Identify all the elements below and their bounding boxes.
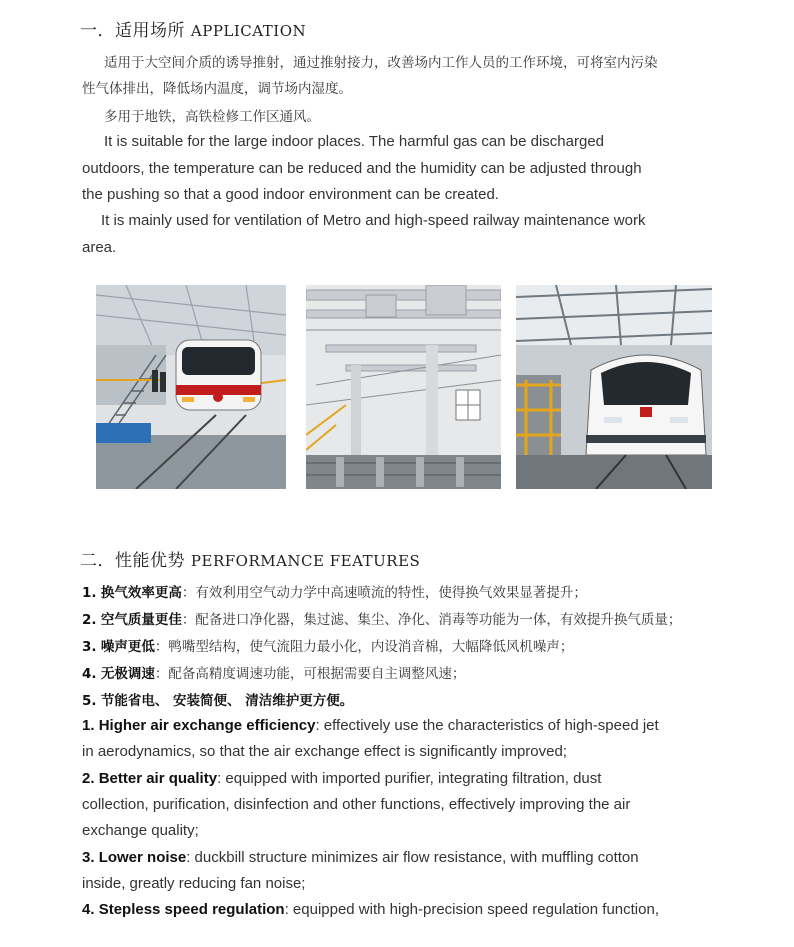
en-feature-1-num: 1. [82, 717, 95, 734]
en-feature-1 [82, 717, 659, 734]
en-feature-2-cont-1: collection, purification, disinfection and other functions, effectively improving the air [82, 796, 631, 813]
en-feature-4-text: : equipped with high-precision speed regulation function, [284, 901, 659, 918]
application-cn-line-3: 多用于地铁，高铁检修工作区通风。 [104, 109, 320, 125]
en-feature-2-cont-2: exchange quality; [82, 822, 199, 839]
cn-feature-1-title: 换气效率更高 [100, 585, 182, 601]
cn-feature-4-title: 无极调速 [100, 666, 155, 682]
en-feature-2 [82, 770, 601, 787]
en-feature-3 [82, 849, 639, 866]
performance-heading-cn: 二．性能优势 [80, 551, 185, 571]
cn-feature-2-title: 空气质量更佳 [100, 612, 182, 628]
cn-feature-4-sep: ： [154, 666, 169, 682]
en-feature-2-title: Better air quality [98, 770, 218, 787]
cn-feature-3-title: 噪声更低 [100, 639, 155, 655]
en-feature-3-title: Lower noise [98, 849, 187, 866]
cn-feature-4-text: 配备高精度调速功能，可根据需要自主调整风速； [168, 666, 466, 682]
application-en-line-4: It is mainly used for ventilation of Metro and high-speed railway maintenance work [101, 212, 646, 229]
application-heading [80, 16, 306, 41]
en-feature-2-num: 2. [82, 770, 95, 787]
application-en-line-2: outdoors, the temperature can be reduced and the humidity can be adjusted through [82, 160, 642, 177]
cn-feature-1-num: 1. [82, 585, 97, 601]
application-en-line-3: the pushing so that a good indoor environment can be created. [82, 186, 499, 203]
en-feature-2-text: : equipped with imported purifier, integrating filtration, dust [217, 770, 602, 787]
en-feature-4 [82, 901, 659, 918]
en-feature-3-cont: inside, greatly reducing fan noise; [82, 875, 306, 892]
cn-feature-2-text: 配备进口净化器，集过滤、集尘、净化、消毒等功能为一体，有效提升换气质量； [195, 612, 682, 628]
cn-feature-1 [82, 581, 587, 601]
en-feature-4-title: Stepless speed regulation [98, 901, 285, 918]
cn-feature-5-title: 节能省电、 安装简便、 清洁维护更方便。 [100, 693, 354, 709]
en-feature-1-text: : effectively use the characteristics of high-speed jet [315, 717, 659, 734]
cn-feature-3-num: 3. [82, 639, 97, 655]
en-feature-3-text: : duckbill structure minimizes air flow resistance, with muffling cotton [186, 849, 639, 866]
application-heading-cn: 一．适用场所 [80, 21, 185, 41]
cn-feature-3 [82, 635, 573, 655]
performance-heading-en: PERFORMANCE FEATURES [190, 552, 421, 570]
application-en-line-1: It is suitable for the large indoor places. The harmful gas can be discharged [104, 133, 605, 150]
photo-high-speed-rail-depot [516, 285, 712, 489]
cn-feature-4 [82, 662, 465, 682]
application-heading-en: APPLICATION [190, 22, 307, 40]
cn-feature-2 [82, 608, 681, 628]
cn-feature-1-text: 有效利用空气动力学中高速喷流的特性，使得换气效果显著提升； [195, 585, 587, 601]
photo-metro-depot-1 [96, 285, 286, 489]
cn-feature-3-sep: ： [154, 639, 169, 655]
en-feature-4-num: 4. [82, 901, 95, 918]
application-en-line-5: area. [82, 239, 117, 256]
application-cn-line-1: 适用于大空间介质的诱导推射，通过推射接力，改善场内工作人员的工作环境，可将室内污染 [104, 55, 658, 71]
cn-feature-2-num: 2. [82, 612, 97, 628]
cn-feature-2-sep: ： [181, 612, 196, 628]
cn-feature-5-num: 5. [82, 693, 97, 709]
application-cn-line-2: 性气体排出，降低场内温度，调节场内湿度。 [82, 81, 352, 97]
cn-feature-4-num: 4. [82, 666, 97, 682]
cn-feature-3-text: 鸭嘴型结构，使气流阻力最小化，内设消音棉，大幅降低风机噪声； [168, 639, 574, 655]
cn-feature-5 [82, 689, 353, 709]
cn-feature-1-sep: ： [181, 585, 196, 601]
photo-metro-depot-2 [306, 285, 501, 489]
en-feature-1-title: Higher air exchange efficiency [98, 717, 316, 734]
en-feature-1-cont: in aerodynamics, so that the air exchange effect is significantly improved; [82, 743, 567, 760]
performance-heading [80, 546, 420, 571]
en-feature-3-num: 3. [82, 849, 95, 866]
